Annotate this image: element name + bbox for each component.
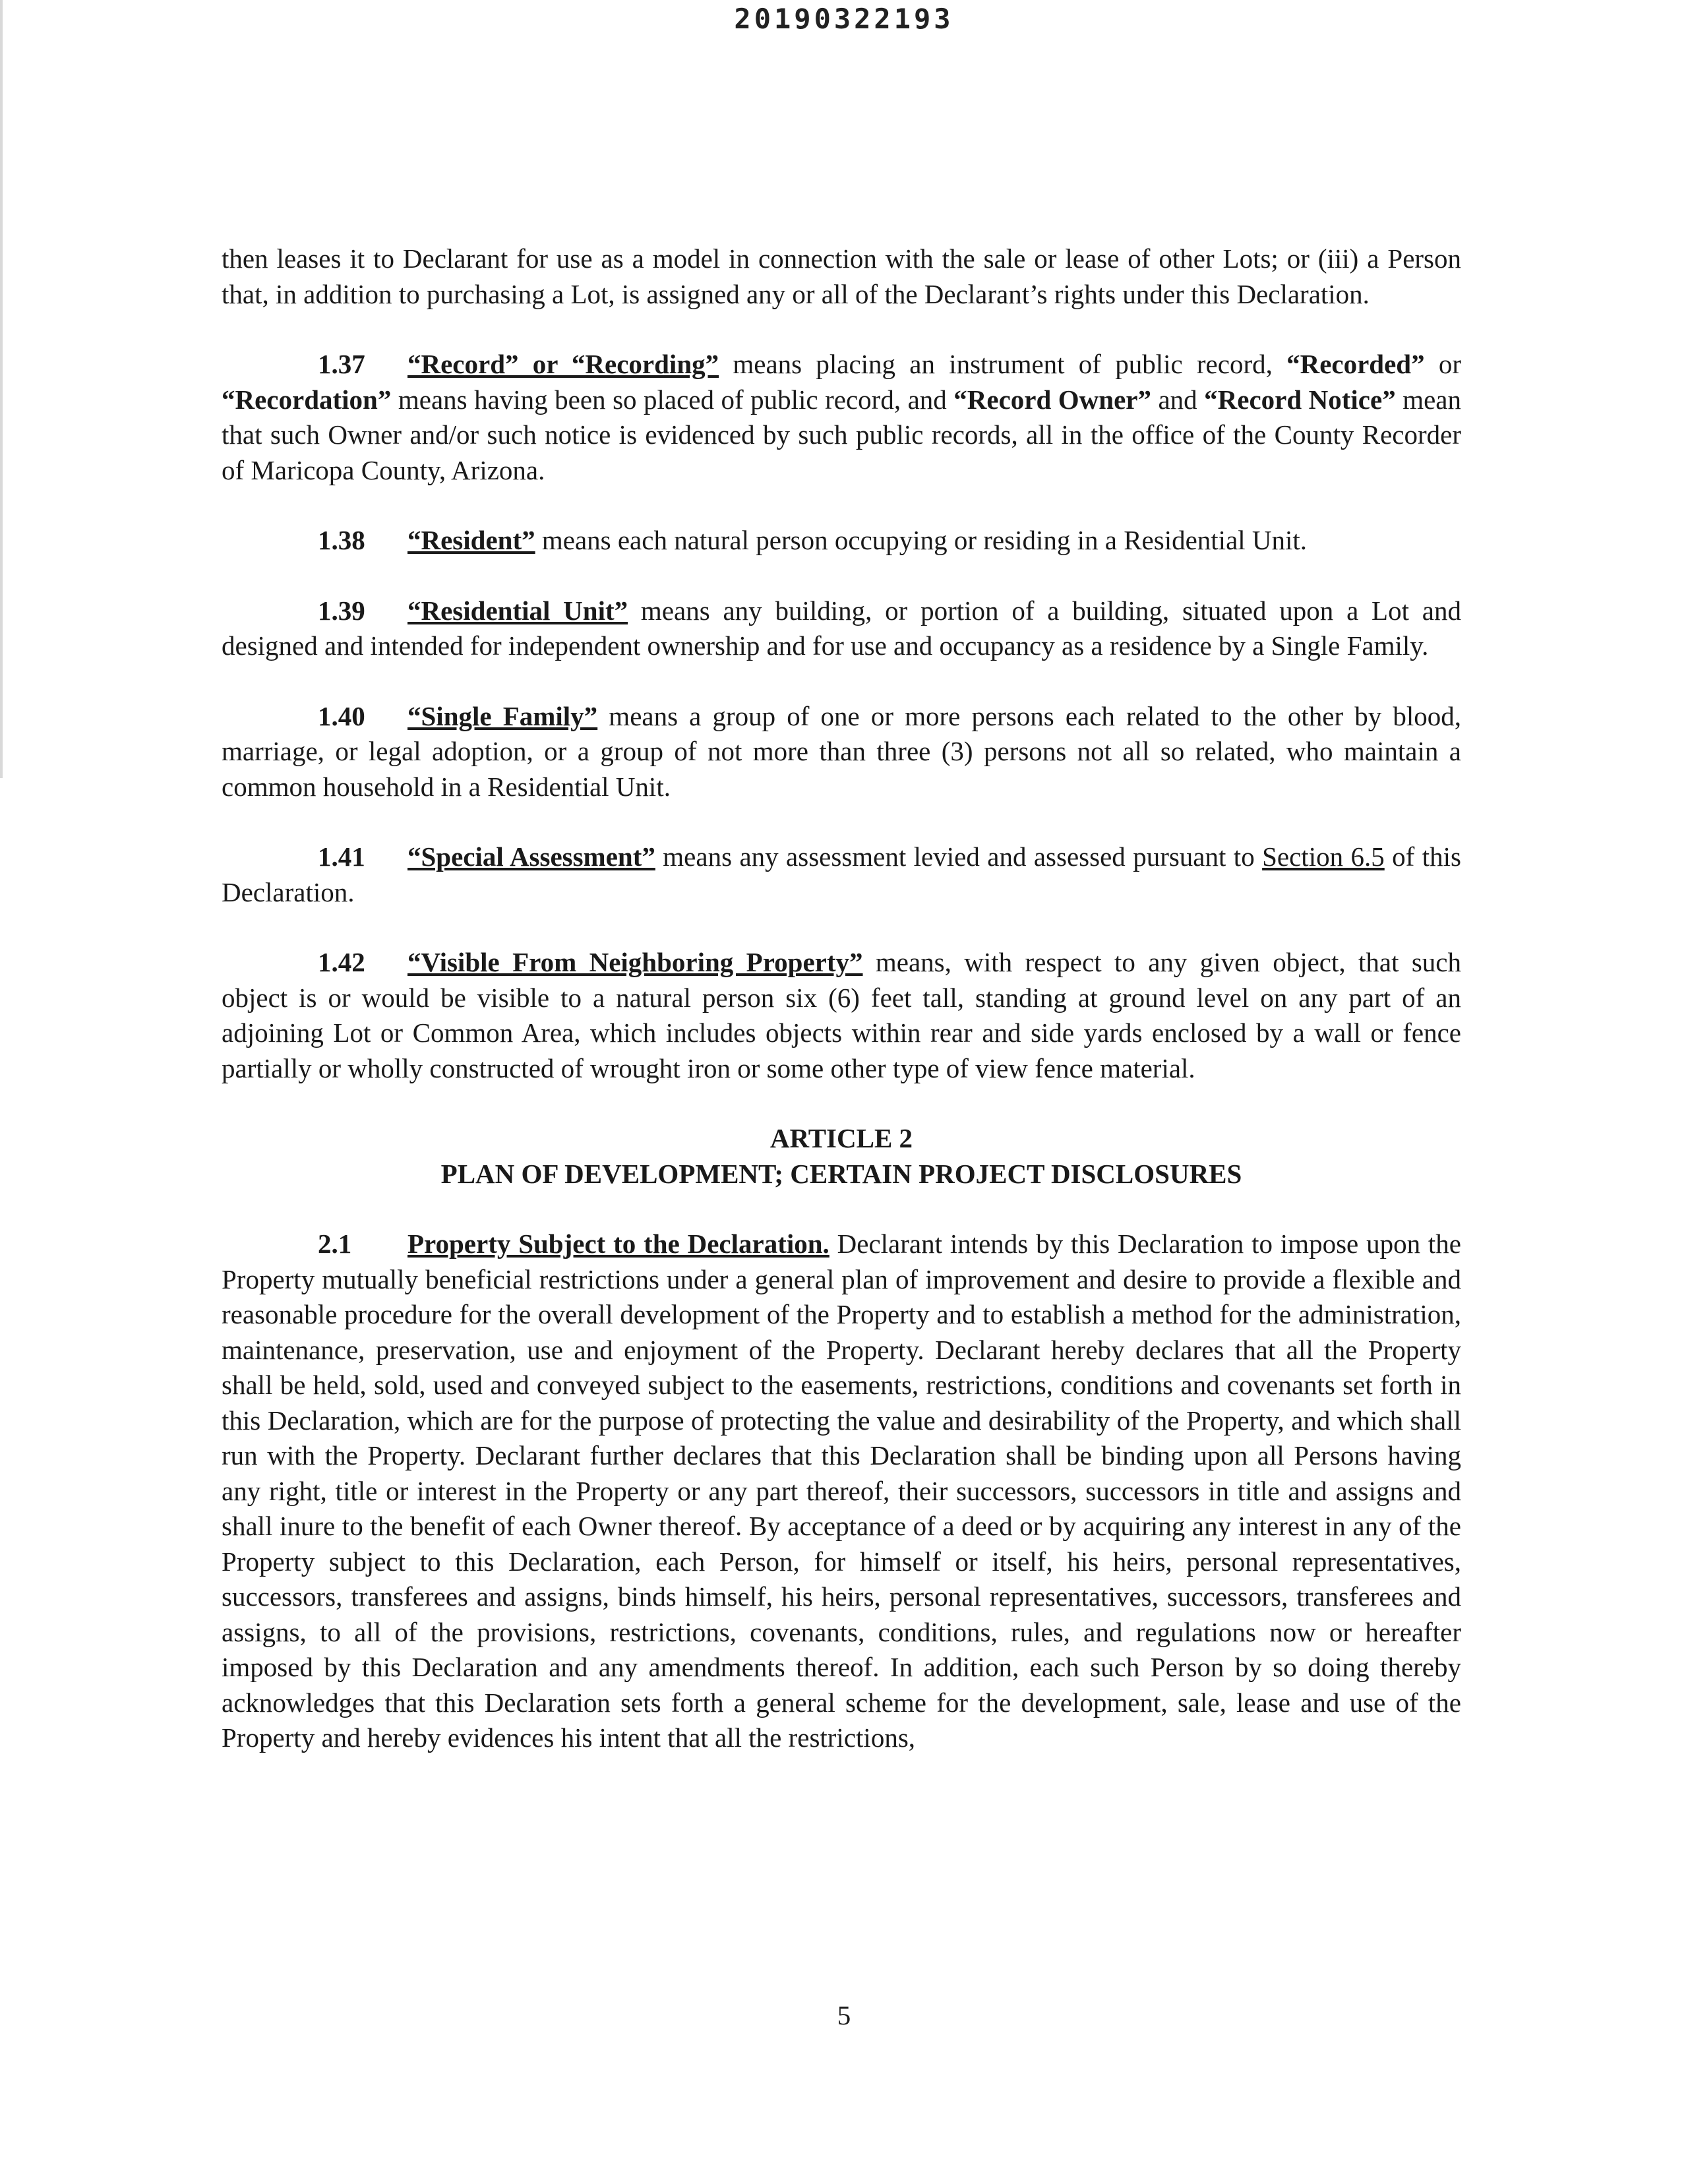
document-body: [222, 241, 1461, 1791]
section-number: 1.37: [318, 349, 365, 379]
section-text: Declarant intends by this Declaration to impose upon the Property mutually beneficial restrictions under a general plan of improvement and desire to provide a flexible and reasonable procedure for the overall development of the Property and to establish a method for the administration, maintenance, preservation, use and enjoyment of the Property. Declarant hereby declares that all the Property shall be held, sold, used and conveyed subject to the easements, restrictions, conditions and covenants set forth in this Declaration, which are for the purpose of protecting the value and desirability of the Property, and which shall run with the Property. Declarant further declares that this Declaration shall be binding upon all Persons having any right, title or interest in the Property or any part thereof, their successors, successors in title and assigns and shall inure to the benefit of each Owner thereof. By acceptance of a deed or by acquiring any interest in any of the Property subject to this Declaration, each Person, for himself or itself, his heirs, personal representatives, successors, transferees and assigns, binds himself, his heirs, personal representatives, successors, transferees and assigns, to all of the provisions, restrictions, covenants, conditions, rules, and regulations now or hereafter imposed by this Declaration and any amendments thereof. In addition, each such Person by so doing thereby acknowledges that this Declaration sets forth a general scheme for the development, sale, lease and use of the Property and hereby evidences his intent that all the restrictions,: [222, 1228, 1461, 1753]
defined-term: “Visible From Neighboring Property”: [407, 947, 863, 977]
section-2-1: [222, 1227, 1461, 1756]
section-text: or: [1424, 349, 1461, 379]
section-1-42: [222, 945, 1461, 1086]
section-number: 1.39: [318, 595, 365, 626]
section-1-41: [222, 839, 1461, 910]
section-text: means having been so placed of public record, and: [391, 384, 954, 415]
section-heading: Property Subject to the Declaration.: [407, 1228, 829, 1259]
scan-edge-shadow: [0, 0, 3, 778]
section-number: 2.1: [318, 1228, 352, 1259]
defined-term-record-owner: “Record Owner”: [953, 384, 1151, 415]
section-number: 1.42: [318, 947, 365, 977]
section-text: means any assessment levied and assessed pursuant to: [655, 841, 1263, 872]
continuation-paragraph: then leases it to Declarant for use as a model in connection with the sale or lease of other Lots; or (iii) a Person that, in addition to purchasing a Lot, is assigned any or all of the Declarant’s rights under this Declaration.: [222, 243, 1461, 309]
recording-number: 20190322193: [734, 3, 954, 35]
article-heading: [222, 1121, 1461, 1192]
section-1-39: [222, 593, 1461, 664]
defined-term: “Record” or “Recording”: [407, 349, 719, 379]
defined-term-recorded: “Recorded”: [1286, 349, 1425, 379]
section-text: means each natural person occupying or residing in a Residential Unit.: [535, 525, 1308, 555]
section-text: mean that such Owner and/or such notice is evidenced by such public records, all in the office of the County Recorder of Maricopa County, Arizona.: [222, 384, 1462, 485]
section-1-38: [222, 523, 1461, 559]
defined-term: “Single Family”: [407, 700, 598, 731]
page-number: 5: [837, 2000, 851, 2030]
defined-term-recordation: “Recordation”: [222, 384, 392, 415]
section-number: 1.38: [318, 525, 365, 555]
defined-term: “Resident”: [407, 525, 535, 555]
section-text: means, with respect to any given object, that such object is or would be visible to a natural person six (6) feet tall, standing at ground level on any part of an adjoining Lot or Common Area, which includes objects within rear and side yards enclosed by a wall or fence partially or wholly constructed of wrought iron or some other type of view fence material.: [222, 947, 1462, 1083]
article-subtitle: PLAN OF DEVELOPMENT; CERTAIN PROJECT DISCLOSURES: [440, 1158, 1242, 1189]
section-text: means placing an instrument of public record,: [719, 349, 1287, 379]
defined-term: “Special Assessment”: [407, 841, 655, 872]
section-number: 1.41: [318, 841, 365, 872]
section-text: and: [1151, 384, 1205, 415]
section-text: means any building, or portion of a building, situated upon a Lot and designed and intended for independent ownership and for use and occupancy as a residence by a Single Family.: [222, 595, 1461, 661]
defined-term: “Residential Unit”: [407, 595, 628, 626]
article-title: ARTICLE 2: [769, 1123, 913, 1153]
section-1-40: [222, 699, 1461, 805]
section-reference: Section 6.5: [1262, 841, 1385, 872]
section-text: of this Declaration.: [222, 841, 1461, 907]
defined-term-record-notice: “Record Notice”: [1204, 384, 1396, 415]
section-number: 1.40: [318, 700, 365, 731]
section-1-37: [222, 347, 1461, 488]
section-text: means a group of one or more persons each related to the other by blood, marriage, or legal adoption, or a group of not more than three (3) persons not all so related, who maintain a common household in a Residential Unit.: [222, 700, 1461, 802]
